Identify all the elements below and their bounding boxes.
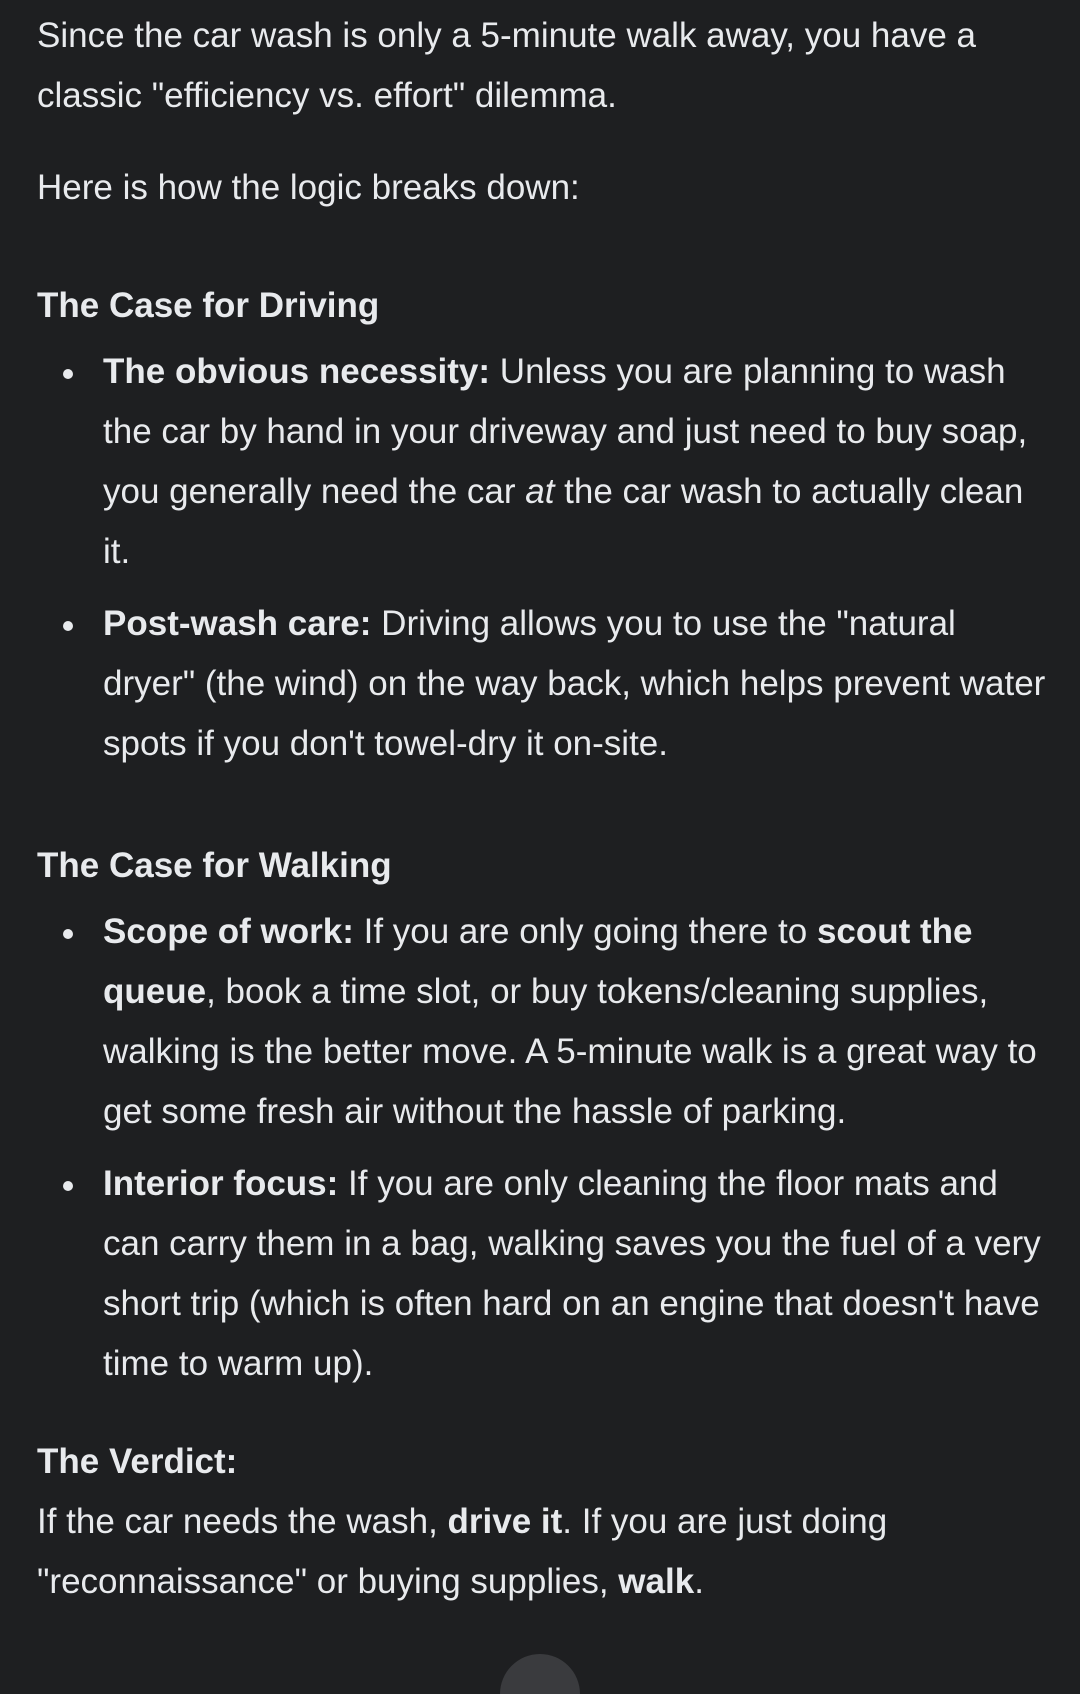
item-strong: scout the queue	[103, 912, 973, 1011]
bullet-icon	[63, 621, 73, 631]
bullet-icon	[63, 929, 73, 939]
verdict-text: . If you are just doing "reconnaissance" or buying supplies,	[37, 1502, 888, 1601]
item-text: Unless you are planning to wash the car by hand in your driveway and just need to buy soap, you generally need the car	[103, 352, 1028, 511]
bullet-icon	[63, 369, 73, 379]
lead-paragraph: Here is how the logic breaks down:	[37, 168, 580, 207]
item-label: The obvious necessity:	[103, 352, 491, 391]
section-heading-walking: The Case for Walking	[37, 846, 392, 885]
item-text: Driving allows you to use the "natural dryer" (the wind) on the way back, which helps prevent water spots if you don't towel-dry it on-site.	[103, 604, 1046, 763]
verdict-strong: walk	[618, 1562, 695, 1601]
driving-list	[37, 342, 1047, 774]
list-item	[37, 342, 1047, 582]
list-item	[37, 902, 1047, 1142]
item-text: the car wash to actually clean it.	[103, 472, 1024, 571]
list-item	[37, 1154, 1047, 1394]
item-text: If you are only cleaning the floor mats and can carry them in a bag, walking saves you the fuel of a very short trip (which is often hard on an engine that doesn't have time to warm up).	[103, 1164, 1041, 1383]
item-label: Post-wash care:	[103, 604, 372, 643]
verdict-text: If the car needs the wash,	[37, 1502, 448, 1541]
walking-list	[37, 902, 1047, 1394]
item-label: Scope of work:	[103, 912, 354, 951]
scroll-down-button[interactable]	[500, 1654, 580, 1694]
section-heading-driving: The Case for Driving	[37, 286, 380, 325]
intro-paragraph: Since the car wash is only a 5-minute walk away, you have a classic "efficiency vs. effort" dilemma.	[37, 16, 976, 115]
verdict-strong: drive it	[447, 1502, 563, 1541]
response-body	[37, 6, 1047, 1612]
verdict-paragraph	[37, 1492, 1047, 1612]
item-label: Interior focus:	[103, 1164, 339, 1203]
list-item	[37, 594, 1047, 774]
item-text: , book a time slot, or buy tokens/cleaning supplies, walking is the better move. A 5-minute walk is a great way to get some fresh air without the hassle of parking.	[103, 972, 1037, 1131]
verdict-text: .	[694, 1562, 704, 1601]
verdict-heading: The Verdict:	[37, 1442, 238, 1481]
bullet-icon	[63, 1181, 73, 1191]
item-text: If you are only going there to	[353, 912, 817, 951]
item-emphasis: at	[525, 472, 555, 511]
